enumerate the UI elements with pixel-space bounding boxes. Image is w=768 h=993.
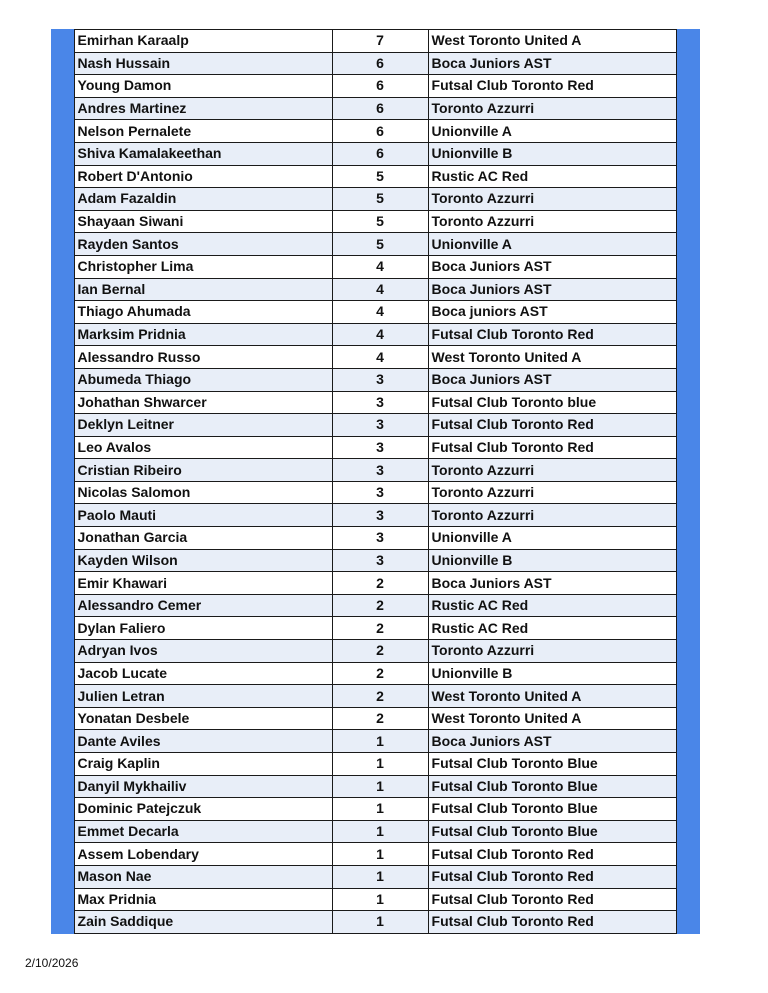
table-row xyxy=(74,233,676,256)
team-cell: Rustic AC Red xyxy=(428,594,676,617)
team-cell: West Toronto United A xyxy=(428,707,676,730)
goals-cell: 1 xyxy=(332,798,428,821)
goals-cell: 6 xyxy=(332,75,428,98)
team-cell: Futsal Club Toronto Blue xyxy=(428,820,676,843)
table-row xyxy=(74,662,676,685)
goals-cell: 3 xyxy=(332,459,428,482)
goals-cell: 2 xyxy=(332,594,428,617)
team-cell: West Toronto United A xyxy=(428,685,676,708)
table-row xyxy=(74,188,676,211)
team-cell: Boca Juniors AST xyxy=(428,255,676,278)
table-row xyxy=(74,685,676,708)
goals-cell: 4 xyxy=(332,278,428,301)
table-row xyxy=(74,255,676,278)
table-row xyxy=(74,640,676,663)
player-name-cell: Shiva Kamalakeethan xyxy=(74,142,332,165)
goals-cell: 1 xyxy=(332,820,428,843)
goals-cell: 4 xyxy=(332,346,428,369)
player-name-cell: Leo Avalos xyxy=(74,436,332,459)
table-row xyxy=(74,414,676,437)
table-row xyxy=(74,820,676,843)
player-name-cell: Abumeda Thiago xyxy=(74,368,332,391)
player-name-cell: Young Damon xyxy=(74,75,332,98)
player-name-cell: Ian Bernal xyxy=(74,278,332,301)
player-name-cell: Dominic Patejczuk xyxy=(74,798,332,821)
team-cell: Futsal Club Toronto Red xyxy=(428,865,676,888)
team-cell: Futsal Club Toronto Red xyxy=(428,911,676,934)
player-name-cell: Dylan Faliero xyxy=(74,617,332,640)
team-cell: Toronto Azzurri xyxy=(428,459,676,482)
goals-cell: 3 xyxy=(332,504,428,527)
team-cell: Unionville A xyxy=(428,527,676,550)
player-name-cell: Nash Hussain xyxy=(74,52,332,75)
goals-cell: 4 xyxy=(332,255,428,278)
team-cell: Toronto Azzurri xyxy=(428,97,676,120)
player-name-cell: Cristian Ribeiro xyxy=(74,459,332,482)
team-cell: Boca juniors AST xyxy=(428,301,676,324)
team-cell: Boca Juniors AST xyxy=(428,368,676,391)
goals-cell: 1 xyxy=(332,730,428,753)
goals-cell: 6 xyxy=(332,97,428,120)
team-cell: Unionville B xyxy=(428,549,676,572)
table-row xyxy=(74,888,676,911)
goals-cell: 4 xyxy=(332,301,428,324)
goals-cell: 6 xyxy=(332,142,428,165)
player-name-cell: Zain Saddique xyxy=(74,911,332,934)
table-row xyxy=(74,753,676,776)
table-row xyxy=(74,210,676,233)
player-name-cell: Kayden Wilson xyxy=(74,549,332,572)
goals-cell: 3 xyxy=(332,481,428,504)
player-name-cell: Nicolas Salomon xyxy=(74,481,332,504)
team-cell: Toronto Azzurri xyxy=(428,481,676,504)
team-cell: Rustic AC Red xyxy=(428,617,676,640)
team-cell: Futsal Club Toronto Blue xyxy=(428,775,676,798)
scorers-sheet xyxy=(51,29,700,934)
team-cell: Boca Juniors AST xyxy=(428,52,676,75)
table-row xyxy=(74,843,676,866)
team-cell: Futsal Club Toronto Red xyxy=(428,436,676,459)
table-row xyxy=(74,504,676,527)
goals-cell: 5 xyxy=(332,233,428,256)
goals-cell: 2 xyxy=(332,617,428,640)
table-row xyxy=(74,301,676,324)
team-cell: Boca Juniors AST xyxy=(428,278,676,301)
scorers-table xyxy=(74,29,677,934)
team-cell: Futsal Club Toronto Red xyxy=(428,843,676,866)
table-row xyxy=(74,459,676,482)
player-name-cell: Emirhan Karaalp xyxy=(74,30,332,53)
player-name-cell: Max Pridnia xyxy=(74,888,332,911)
goals-cell: 4 xyxy=(332,323,428,346)
team-cell: Toronto Azzurri xyxy=(428,188,676,211)
print-date: 2/10/2026 xyxy=(25,956,79,970)
goals-cell: 1 xyxy=(332,843,428,866)
team-cell: West Toronto United A xyxy=(428,346,676,369)
player-name-cell: Paolo Mauti xyxy=(74,504,332,527)
table-row xyxy=(74,798,676,821)
table-row xyxy=(74,730,676,753)
team-cell: Unionville B xyxy=(428,142,676,165)
player-name-cell: Craig Kaplin xyxy=(74,753,332,776)
goals-cell: 1 xyxy=(332,911,428,934)
player-name-cell: Rayden Santos xyxy=(74,233,332,256)
table-row xyxy=(74,323,676,346)
team-cell: Futsal Club Toronto Blue xyxy=(428,798,676,821)
goals-cell: 5 xyxy=(332,165,428,188)
goals-cell: 7 xyxy=(332,30,428,53)
table-row xyxy=(74,707,676,730)
table-row xyxy=(74,52,676,75)
team-cell: West Toronto United A xyxy=(428,30,676,53)
table-row xyxy=(74,865,676,888)
team-cell: Futsal Club Toronto blue xyxy=(428,391,676,414)
team-cell: Toronto Azzurri xyxy=(428,210,676,233)
goals-cell: 6 xyxy=(332,52,428,75)
team-cell: Unionville B xyxy=(428,662,676,685)
player-name-cell: Mason Nae xyxy=(74,865,332,888)
team-cell: Futsal Club Toronto Red xyxy=(428,414,676,437)
team-cell: Boca Juniors AST xyxy=(428,572,676,595)
table-row xyxy=(74,97,676,120)
table-row xyxy=(74,368,676,391)
team-cell: Rustic AC Red xyxy=(428,165,676,188)
player-name-cell: Christopher Lima xyxy=(74,255,332,278)
table-row xyxy=(74,165,676,188)
player-name-cell: Dante Aviles xyxy=(74,730,332,753)
table-row xyxy=(74,30,676,53)
player-name-cell: Jacob Lucate xyxy=(74,662,332,685)
table-row xyxy=(74,594,676,617)
player-name-cell: Adryan Ivos xyxy=(74,640,332,663)
player-name-cell: Danyil Mykhailiv xyxy=(74,775,332,798)
goals-cell: 5 xyxy=(332,188,428,211)
team-cell: Unionville A xyxy=(428,120,676,143)
player-name-cell: Johathan Shwarcer xyxy=(74,391,332,414)
goals-cell: 1 xyxy=(332,753,428,776)
goals-cell: 1 xyxy=(332,865,428,888)
team-cell: Futsal Club Toronto Red xyxy=(428,888,676,911)
player-name-cell: Assem Lobendary xyxy=(74,843,332,866)
goals-cell: 3 xyxy=(332,549,428,572)
right-accent-bar xyxy=(677,29,700,934)
table-row xyxy=(74,346,676,369)
player-name-cell: Emmet Decarla xyxy=(74,820,332,843)
goals-cell: 2 xyxy=(332,707,428,730)
team-cell: Futsal Club Toronto Red xyxy=(428,323,676,346)
goals-cell: 6 xyxy=(332,120,428,143)
table-row xyxy=(74,120,676,143)
scorers-table-body xyxy=(74,30,676,934)
goals-cell: 1 xyxy=(332,888,428,911)
table-row xyxy=(74,911,676,934)
team-cell: Toronto Azzurri xyxy=(428,504,676,527)
player-name-cell: Andres Martinez xyxy=(74,97,332,120)
player-name-cell: Alessandro Russo xyxy=(74,346,332,369)
player-name-cell: Adam Fazaldin xyxy=(74,188,332,211)
table-row xyxy=(74,436,676,459)
goals-cell: 2 xyxy=(332,662,428,685)
goals-cell: 2 xyxy=(332,572,428,595)
team-cell: Futsal Club Toronto Red xyxy=(428,75,676,98)
table-row xyxy=(74,617,676,640)
team-cell: Boca Juniors AST xyxy=(428,730,676,753)
player-name-cell: Deklyn Leitner xyxy=(74,414,332,437)
goals-cell: 3 xyxy=(332,414,428,437)
goals-cell: 2 xyxy=(332,640,428,663)
table-row xyxy=(74,391,676,414)
team-cell: Toronto Azzurri xyxy=(428,640,676,663)
goals-cell: 2 xyxy=(332,685,428,708)
table-row xyxy=(74,278,676,301)
goals-cell: 3 xyxy=(332,368,428,391)
table-row xyxy=(74,75,676,98)
team-cell: Futsal Club Toronto Blue xyxy=(428,753,676,776)
table-row xyxy=(74,775,676,798)
goals-cell: 3 xyxy=(332,527,428,550)
table-row xyxy=(74,142,676,165)
player-name-cell: Julien Letran xyxy=(74,685,332,708)
table-row xyxy=(74,572,676,595)
table-row xyxy=(74,549,676,572)
player-name-cell: Yonatan Desbele xyxy=(74,707,332,730)
goals-cell: 1 xyxy=(332,775,428,798)
player-name-cell: Thiago Ahumada xyxy=(74,301,332,324)
goals-cell: 3 xyxy=(332,391,428,414)
goals-cell: 5 xyxy=(332,210,428,233)
table-row xyxy=(74,527,676,550)
player-name-cell: Emir Khawari xyxy=(74,572,332,595)
player-name-cell: Robert D'Antonio xyxy=(74,165,332,188)
player-name-cell: Jonathan Garcia xyxy=(74,527,332,550)
player-name-cell: Shayaan Siwani xyxy=(74,210,332,233)
player-name-cell: Alessandro Cemer xyxy=(74,594,332,617)
player-name-cell: Nelson Pernalete xyxy=(74,120,332,143)
table-row xyxy=(74,481,676,504)
goals-cell: 3 xyxy=(332,436,428,459)
player-name-cell: Marksim Pridnia xyxy=(74,323,332,346)
team-cell: Unionville A xyxy=(428,233,676,256)
left-accent-bar xyxy=(51,29,74,934)
